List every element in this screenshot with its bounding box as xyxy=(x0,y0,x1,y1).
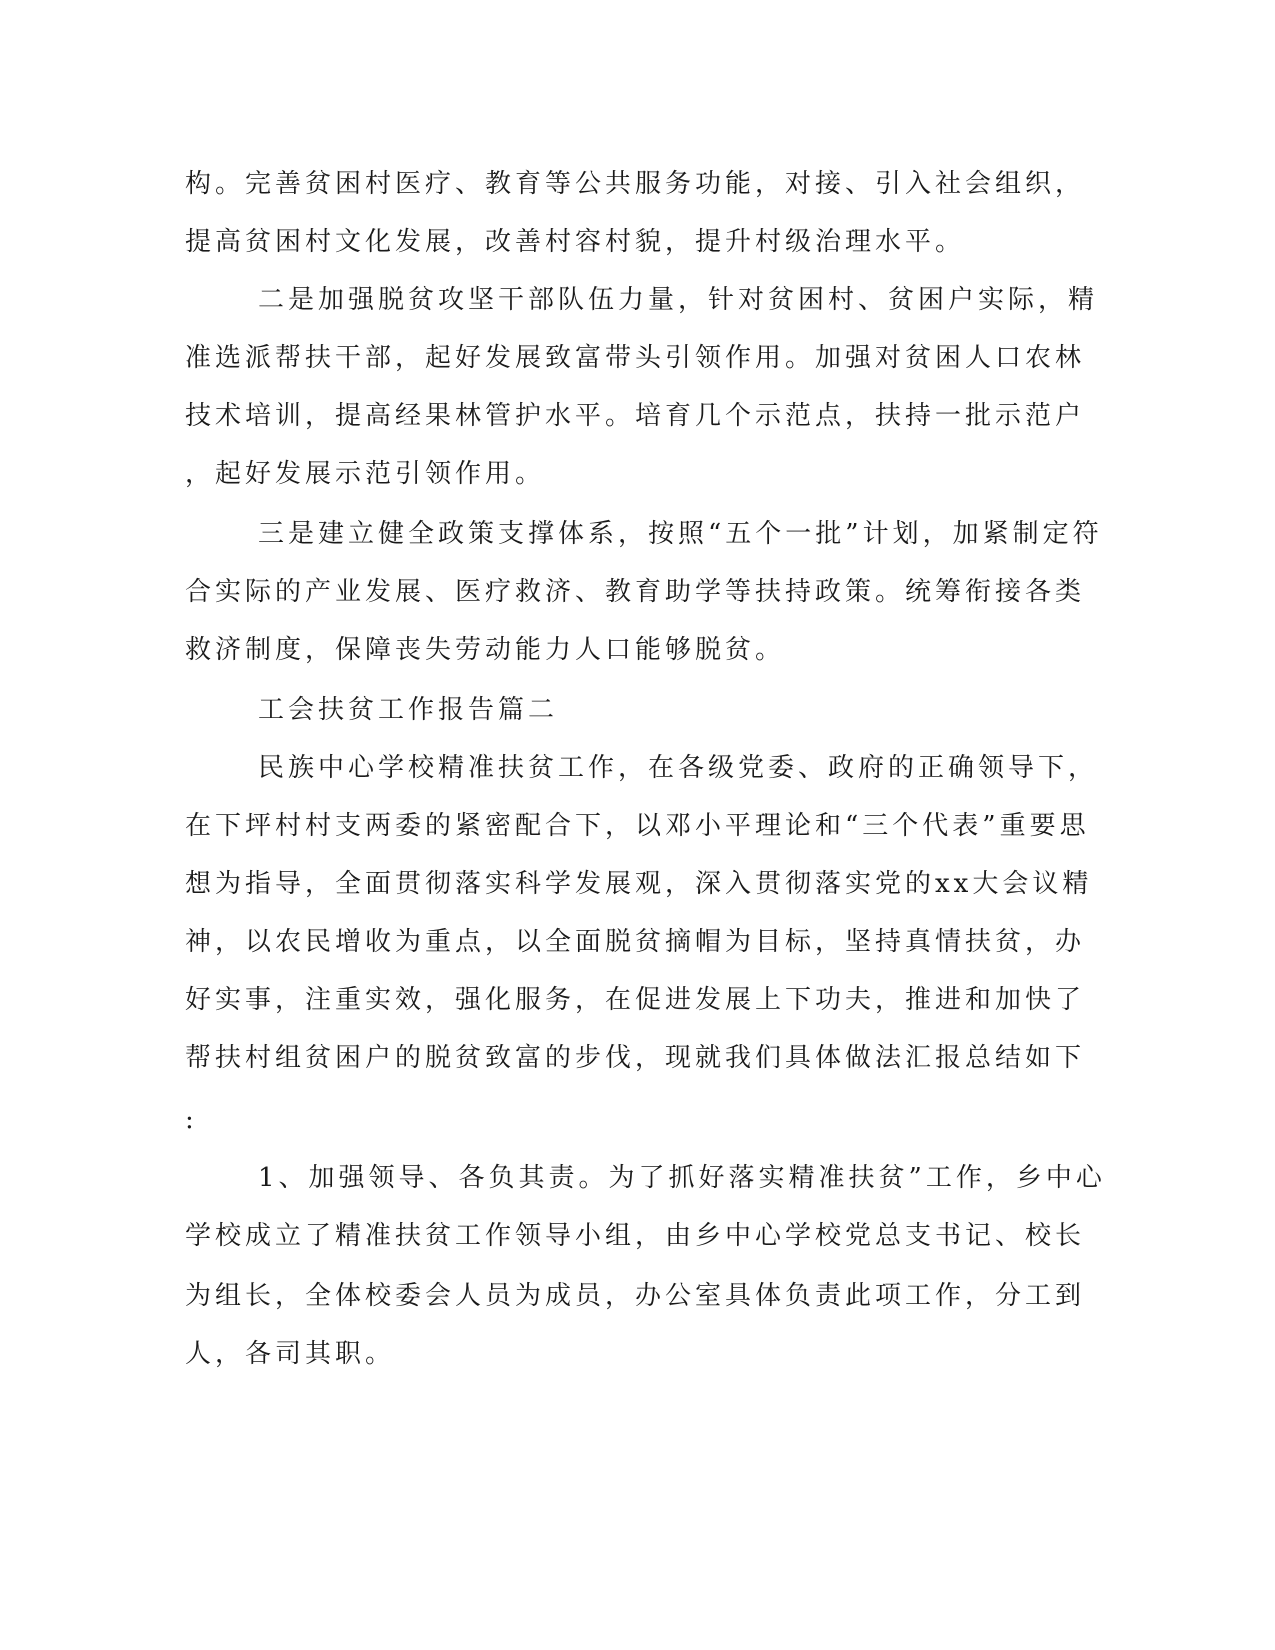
paragraph-first-line: 二是加强脱贫攻坚干部队伍力量，针对贫困村、贫困户实际，精 xyxy=(258,285,1099,315)
text-line: 好实事，注重实效，强化服务，在促进发展上下功夫，推进和加快了 xyxy=(185,985,1086,1015)
text-line: 构。完善贫困村医疗、教育等公共服务功能，对接、引入社会组织， xyxy=(185,169,1086,199)
text-line: 人，各司其职。 xyxy=(185,1339,396,1369)
paragraph-first-line: 民族中心学校精准扶贫工作，在各级党委、政府的正确领导下， xyxy=(258,753,1099,783)
text-line: ，起好发展示范引领作用。 xyxy=(185,459,546,489)
text-line: 救济制度，保障丧失劳动能力人口能够脱贫。 xyxy=(185,635,786,665)
text-line: 为组长，全体校委会人员为成员，办公室具体负责此项工作，分工到 xyxy=(185,1281,1086,1311)
text-line: 准选派帮扶干部，起好发展致富带头引领作用。加强对贫困人口农林 xyxy=(185,343,1086,373)
text-line: 神，以农民增收为重点，以全面脱贫摘帽为目标，坚持真情扶贫，办 xyxy=(185,927,1086,957)
text-line: 学校成立了精准扶贫工作领导小组，由乡中心学校党总支书记、校长 xyxy=(185,1221,1086,1251)
text-line: 合实际的产业发展、医疗救济、教育助学等扶持政策。统筹衔接各类 xyxy=(185,577,1086,607)
text-line: 在下坪村村支两委的紧密配合下，以邓小平理论和“三个代表”重要思 xyxy=(185,811,1090,841)
text-line: 想为指导，全面贯彻落实科学发展观，深入贯彻落实党的xx大会议精 xyxy=(185,869,1093,899)
section-heading: 工会扶贫工作报告篇二 xyxy=(258,695,559,725)
paragraph-first-line: 三是建立健全政策支撑体系，按照“五个一批”计划，加紧制定符 xyxy=(258,519,1103,549)
text-line: 帮扶村组贫困户的脱贫致富的步伐，现就我们具体做法汇报总结如下 xyxy=(185,1043,1086,1073)
paragraph-first-line: 1、加强领导、各负其责。为了抓好落实精准扶贫”工作，乡中心 xyxy=(258,1163,1106,1193)
text-line: 技术培训，提高经果林管护水平。培育几个示范点，扶持一批示范户 xyxy=(185,401,1086,431)
text-line: : xyxy=(185,1105,198,1135)
text-line: 提高贫困村文化发展，改善村容村貌，提升村级治理水平。 xyxy=(185,227,966,257)
